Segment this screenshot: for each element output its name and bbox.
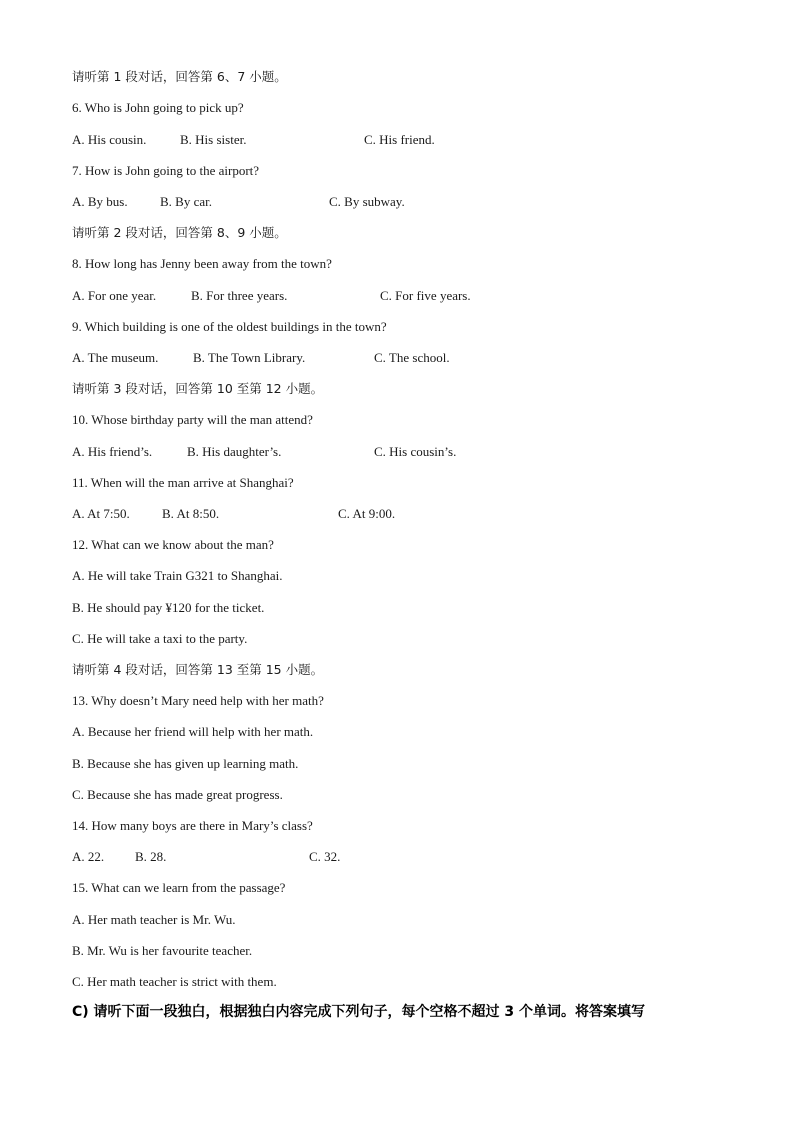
q10-option-c: C. His cousin’s. xyxy=(374,444,457,459)
q8-option-a: A. For one year. xyxy=(72,288,157,303)
section-3-instruction: 请听第 3 段对话，回答第 10 至第 12 小题。 xyxy=(72,381,324,396)
q15-option-a: A. Her math teacher is Mr. Wu. xyxy=(72,912,236,927)
q10-option-b: B. His daughter’s. xyxy=(187,444,282,459)
q7-option-b: B. By car. xyxy=(160,194,212,209)
q9-option-a: A. The museum. xyxy=(72,350,159,365)
question-10: 10. Whose birthday party will the man attend? xyxy=(72,412,313,427)
section-4-instruction: 请听第 4 段对话，回答第 13 至第 15 小题。 xyxy=(72,662,324,677)
q11-option-b: B. At 8:50. xyxy=(162,506,220,521)
q13-option-a: A. Because her friend will help with her math. xyxy=(72,724,314,739)
q14-option-b: B. 28. xyxy=(135,849,167,864)
question-11: 11. When will the man arrive at Shanghai? xyxy=(72,475,294,490)
q12-option-b: B. He should pay ¥120 for the ticket. xyxy=(72,600,265,615)
q9-option-b: B. The Town Library. xyxy=(193,350,306,365)
q13-option-b: B. Because she has given up learning math. xyxy=(72,756,299,771)
q8-option-b: B. For three years. xyxy=(191,288,288,303)
q12-option-a: A. He will take Train G321 to Shanghai. xyxy=(72,568,283,583)
q11-option-a: A. At 7:50. xyxy=(72,506,130,521)
section-c-instruction: C) 请听下面一段独白，根据独白内容完成下列句子，每个空格不超过 3 个单词。将答案填写 xyxy=(72,1004,646,1020)
q14-option-a: A. 22. xyxy=(72,849,105,864)
question-6: 6. Who is John going to pick up? xyxy=(72,100,244,115)
q15-option-c: C. Her math teacher is strict with them. xyxy=(72,974,277,989)
section-2-instruction: 请听第 2 段对话，回答第 8、9 小题。 xyxy=(72,225,287,240)
q6-option-b: B. His sister. xyxy=(180,132,247,147)
question-7: 7. How is John going to the airport? xyxy=(72,163,260,178)
q6-option-c: C. His friend. xyxy=(364,132,435,147)
section-1-instruction: 请听第 1 段对话，回答第 6、7 小题。 xyxy=(72,69,287,84)
q10-option-a: A. His friend’s. xyxy=(72,444,153,459)
q8-option-c: C. For five years. xyxy=(380,288,471,303)
question-15: 15. What can we learn from the passage? xyxy=(72,880,286,895)
question-13: 13. Why doesn’t Mary need help with her math? xyxy=(72,693,324,708)
q7-option-c: C. By subway. xyxy=(329,194,405,209)
q9-option-c: C. The school. xyxy=(374,350,450,365)
q13-option-c: C. Because she has made great progress. xyxy=(72,787,283,802)
q11-option-c: C. At 9:00. xyxy=(338,506,396,521)
q6-option-a: A. His cousin. xyxy=(72,132,147,147)
question-14: 14. How many boys are there in Mary’s class? xyxy=(72,818,313,833)
q7-option-a: A. By bus. xyxy=(72,194,128,209)
question-12: 12. What can we know about the man? xyxy=(72,537,274,552)
q12-option-c: C. He will take a taxi to the party. xyxy=(72,631,248,646)
q14-option-c: C. 32. xyxy=(309,849,341,864)
q15-option-b: B. Mr. Wu is her favourite teacher. xyxy=(72,943,253,958)
question-9: 9. Which building is one of the oldest buildings in the town? xyxy=(72,319,387,334)
question-8: 8. How long has Jenny been away from the town? xyxy=(72,256,332,271)
